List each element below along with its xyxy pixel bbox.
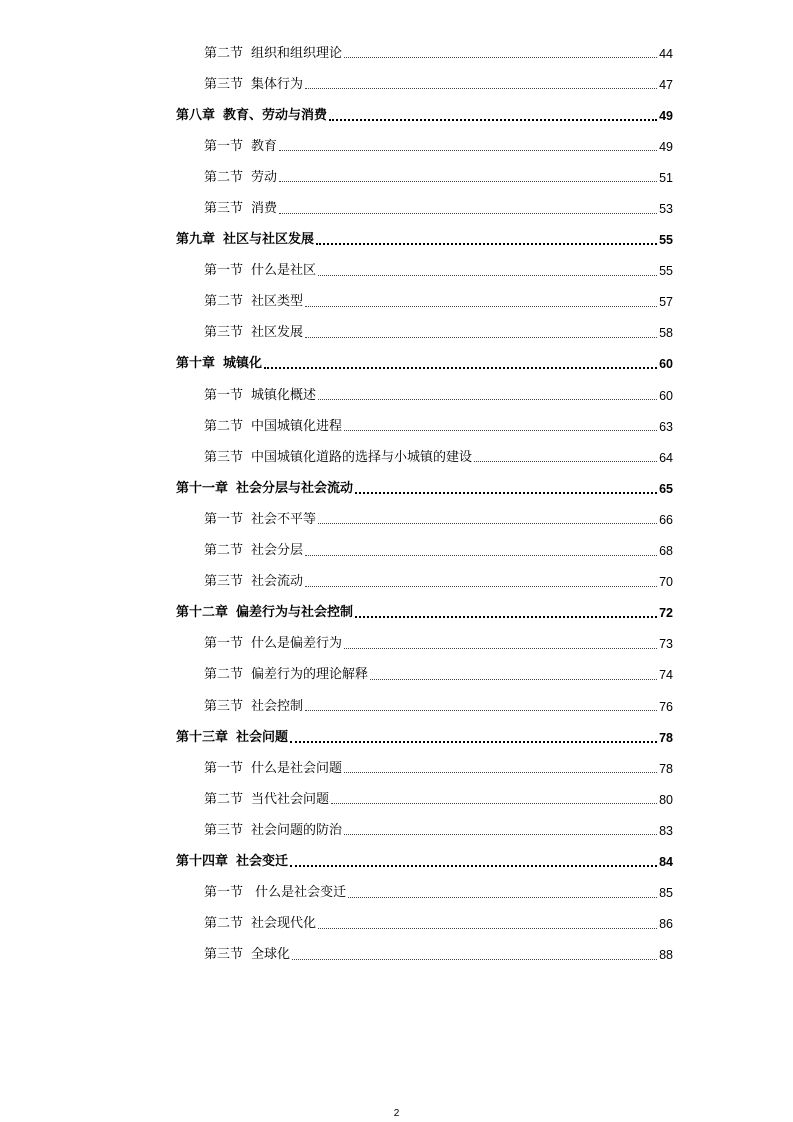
toc-entry-title <box>204 450 472 466</box>
toc-entry-title <box>204 792 329 808</box>
toc-entry[interactable] <box>0 536 673 567</box>
toc-entry-number: 第一节 <box>204 760 244 776</box>
toc-entry-label: 社会分层与社会流动 <box>236 480 354 496</box>
toc-entry-label: 教育 <box>251 138 278 154</box>
toc-entry-label: 劳动 <box>251 169 278 185</box>
toc-entry-page: 55 <box>659 233 673 248</box>
toc-entry-title <box>176 481 353 497</box>
dot-leader <box>355 492 657 494</box>
page-number: 2 <box>393 1108 400 1119</box>
toc-entry[interactable] <box>0 193 673 224</box>
toc-entry-title <box>204 667 368 683</box>
dot-leader <box>279 213 657 214</box>
toc-entry-page: 64 <box>659 450 673 465</box>
toc-entry-title <box>204 947 290 963</box>
toc-entry-title <box>204 325 303 341</box>
toc-entry-page: 57 <box>659 295 673 310</box>
toc-entry[interactable] <box>0 567 673 598</box>
toc-entry-label: 社区发展 <box>251 325 304 341</box>
toc-entry-number: 第三节 <box>204 947 244 963</box>
toc-entry-number: 第二节 <box>204 543 244 559</box>
toc-entry-label: 社会问题的防治 <box>251 822 343 838</box>
toc-entry-label: 什么是偏差行为 <box>251 636 343 652</box>
toc-entry-title <box>176 854 288 870</box>
toc-entry[interactable] <box>0 753 673 784</box>
toc-entry-label: 社会现代化 <box>251 916 317 932</box>
toc-entry[interactable] <box>0 318 673 349</box>
toc-entry-label: 消费 <box>251 201 278 217</box>
toc-entry-label: 社区类型 <box>251 294 304 310</box>
toc-entry-page: 84 <box>659 854 673 869</box>
toc-entry-title <box>204 636 342 652</box>
toc-entry[interactable] <box>0 691 673 722</box>
toc-entry-label: 社会变迁 <box>236 853 289 869</box>
toc-entry-title <box>204 77 303 93</box>
toc-entry[interactable] <box>0 784 673 815</box>
dot-leader <box>290 865 657 867</box>
dot-leader <box>331 803 657 804</box>
toc-entry-number: 第一节 <box>204 138 244 154</box>
toc-entry[interactable] <box>0 722 673 753</box>
toc-entry-page: 44 <box>659 46 673 61</box>
dot-leader <box>344 772 657 773</box>
toc-entry-page: 47 <box>659 77 673 92</box>
toc-entry-title <box>204 139 277 155</box>
toc-entry-page: 88 <box>659 948 673 963</box>
dot-leader <box>355 616 657 618</box>
toc-entry[interactable] <box>0 287 673 318</box>
toc-entry-title <box>204 419 342 435</box>
toc-entry-title <box>176 356 262 372</box>
dot-leader <box>279 150 657 151</box>
dot-leader <box>344 834 657 835</box>
toc-entry-title <box>204 543 303 559</box>
toc-entry[interactable] <box>0 442 673 473</box>
toc-entry-number: 第十三章 <box>176 729 229 745</box>
toc-entry-label: 社会分层 <box>251 543 304 559</box>
toc-entry-label: 集体行为 <box>251 76 304 92</box>
toc-entry-label: 社区与社区发展 <box>223 232 315 248</box>
toc-entry-label: 全球化 <box>251 947 291 963</box>
toc-entry[interactable] <box>0 349 673 380</box>
toc-entry-title <box>204 574 303 590</box>
toc-entry-number: 第三节 <box>204 76 244 92</box>
toc-entry-page: 78 <box>659 761 673 776</box>
toc-entry-number: 第十一章 <box>176 480 229 496</box>
dot-leader <box>344 648 657 649</box>
toc-entry-number: 第二节 <box>204 916 244 932</box>
toc-entry-page: 51 <box>659 170 673 185</box>
toc-entry-label: 偏差行为的理论解释 <box>251 667 369 683</box>
toc-entry-title <box>204 916 316 932</box>
toc-entry-label: 教育、劳动与消费 <box>223 107 328 123</box>
toc-entry-title <box>204 201 277 217</box>
toc-entry-page: 80 <box>659 792 673 807</box>
toc-entry-label: 社会流动 <box>251 574 304 590</box>
toc-entry[interactable] <box>0 660 673 691</box>
toc-entry-label: 偏差行为与社会控制 <box>236 605 354 621</box>
dot-leader <box>318 928 657 929</box>
toc-entry[interactable] <box>0 131 673 162</box>
toc-entry-label: 社会问题 <box>236 729 289 745</box>
dot-leader <box>318 523 657 524</box>
toc-entry[interactable] <box>0 878 673 909</box>
dot-leader <box>279 181 657 182</box>
toc-entry-label: 什么是社会变迁 <box>251 885 347 901</box>
toc-entry[interactable] <box>0 100 673 131</box>
toc-entry-number: 第三节 <box>204 698 244 714</box>
toc-entry-label: 什么是社区 <box>251 263 317 279</box>
dot-leader <box>305 88 657 89</box>
toc-entry-label: 城镇化概述 <box>251 387 317 403</box>
toc-entry-title <box>204 823 342 839</box>
dot-leader <box>474 461 657 462</box>
dot-leader <box>305 337 657 338</box>
toc-entry[interactable] <box>0 411 673 442</box>
dot-leader <box>318 399 657 400</box>
toc-entry-page: 65 <box>659 481 673 496</box>
toc-entry-label: 城镇化 <box>223 356 263 372</box>
dot-leader <box>290 741 657 743</box>
dot-leader <box>370 679 657 680</box>
toc-entry-title <box>204 512 316 528</box>
toc-entry[interactable] <box>0 504 673 535</box>
dot-leader <box>305 710 657 711</box>
toc-entry-number: 第三节 <box>204 574 244 590</box>
toc-entry-number: 第八章 <box>176 107 216 123</box>
toc-entry-title <box>176 730 288 746</box>
toc-entry-page: 55 <box>659 264 673 279</box>
toc-entry-title <box>204 699 303 715</box>
toc-entry[interactable] <box>0 846 673 877</box>
toc-entry-number: 第三节 <box>204 449 244 465</box>
toc-entry-title <box>176 605 353 621</box>
toc-entry-label: 社会控制 <box>251 698 304 714</box>
toc-entry-title <box>176 232 314 248</box>
toc-entry-number: 第二节 <box>204 418 244 434</box>
toc-entry-page: 76 <box>659 699 673 714</box>
toc-entry-label: 中国城镇化道路的选择与小城镇的建设 <box>251 449 473 465</box>
toc-entry-page: 60 <box>659 357 673 372</box>
dot-leader <box>348 897 657 898</box>
toc-entry-number: 第九章 <box>176 232 216 248</box>
toc-entry-number: 第一节 <box>204 885 244 901</box>
dot-leader <box>305 306 657 307</box>
toc-entry[interactable] <box>0 815 673 846</box>
toc-entry-page: 70 <box>659 575 673 590</box>
toc-entry-number: 第二节 <box>204 169 244 185</box>
toc-entry-label: 当代社会问题 <box>251 791 330 807</box>
table-of-contents <box>0 38 793 971</box>
toc-entry-number: 第三节 <box>204 201 244 217</box>
toc-entry[interactable] <box>0 225 673 256</box>
toc-entry-label: 中国城镇化进程 <box>251 418 343 434</box>
dot-leader <box>344 430 657 431</box>
toc-entry-page: 73 <box>659 637 673 652</box>
dot-leader <box>292 959 657 960</box>
toc-entry-title <box>204 388 316 404</box>
toc-entry-page: 53 <box>659 202 673 217</box>
toc-entry-page: 74 <box>659 668 673 683</box>
toc-entry-page: 58 <box>659 326 673 341</box>
toc-entry-title <box>176 108 327 124</box>
toc-entry-title <box>204 294 303 310</box>
toc-entry-number: 第三节 <box>204 822 244 838</box>
toc-entry-title <box>204 761 342 777</box>
toc-entry-number: 第二节 <box>204 791 244 807</box>
toc-entry-page: 49 <box>659 108 673 123</box>
toc-entry-page: 60 <box>659 388 673 403</box>
toc-entry-title <box>204 170 277 186</box>
toc-entry-number: 第十四章 <box>176 853 229 869</box>
toc-entry-page: 83 <box>659 823 673 838</box>
toc-entry-number: 第十章 <box>176 356 216 372</box>
dot-leader <box>344 57 657 58</box>
toc-entry[interactable] <box>0 909 673 940</box>
toc-entry[interactable] <box>0 380 673 411</box>
toc-entry-number: 第一节 <box>204 263 244 279</box>
toc-entry-label: 什么是社会问题 <box>251 760 343 776</box>
toc-entry-title <box>204 263 316 279</box>
toc-entry[interactable] <box>0 473 673 504</box>
toc-entry-number: 第二节 <box>204 45 244 61</box>
toc-entry[interactable] <box>0 629 673 660</box>
toc-entry[interactable] <box>0 38 673 69</box>
dot-leader <box>316 243 657 245</box>
toc-entry-page: 68 <box>659 544 673 559</box>
toc-entry-page: 72 <box>659 606 673 621</box>
toc-entry[interactable] <box>0 940 673 971</box>
toc-entry-page: 66 <box>659 512 673 527</box>
toc-entry-page: 85 <box>659 886 673 901</box>
toc-entry-page: 78 <box>659 730 673 745</box>
toc-entry-title <box>204 885 346 901</box>
toc-entry-number: 第三节 <box>204 325 244 341</box>
toc-entry-page: 49 <box>659 139 673 154</box>
toc-entry-number: 第一节 <box>204 511 244 527</box>
toc-entry-number: 第十二章 <box>176 605 229 621</box>
toc-entry[interactable] <box>0 256 673 287</box>
toc-entry-number: 第一节 <box>204 387 244 403</box>
toc-entry-label: 社会不平等 <box>251 511 317 527</box>
toc-entry-page: 86 <box>659 917 673 932</box>
dot-leader <box>264 367 657 369</box>
toc-entry-number: 第二节 <box>204 667 244 683</box>
dot-leader <box>329 119 657 121</box>
toc-entry-page: 63 <box>659 419 673 434</box>
toc-entry-number: 第一节 <box>204 636 244 652</box>
toc-entry-title <box>204 46 342 62</box>
toc-entry[interactable] <box>0 598 673 629</box>
toc-entry[interactable] <box>0 162 673 193</box>
toc-entry-label: 组织和组织理论 <box>251 45 343 61</box>
dot-leader <box>305 586 657 587</box>
dot-leader <box>305 555 657 556</box>
dot-leader <box>318 275 657 276</box>
toc-entry[interactable] <box>0 69 673 100</box>
toc-entry-number: 第二节 <box>204 294 244 310</box>
